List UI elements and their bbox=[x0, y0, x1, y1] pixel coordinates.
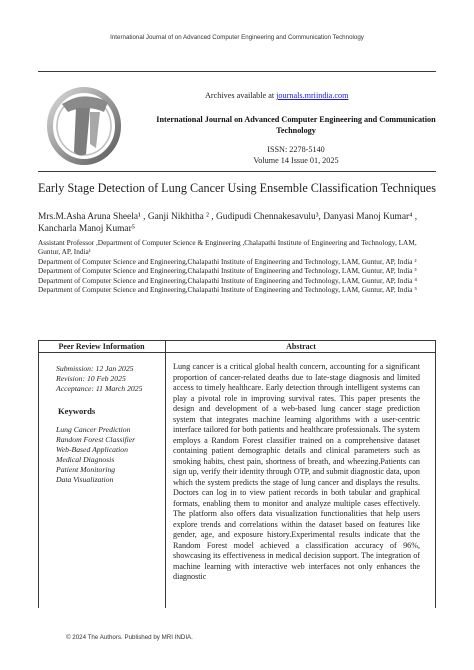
running-head: International Journal of on Advanced Computer Engineering and Communication Technology bbox=[110, 34, 364, 41]
archives-link[interactable]: journals.mriindia.com bbox=[276, 91, 349, 100]
keyword-item: Patient Monitoring bbox=[56, 465, 116, 474]
copyright-footer: © 2024 The Authors. Published by MRI INDIA. bbox=[66, 634, 193, 641]
author-list: Mrs.M.Asha Aruna Sheela¹ , Ganji Nikhitha ² , Gudipudi Chennakesavulu³, Danyasi Manoj Kumar⁴ , Kancharla Manoj Kumar⁵ bbox=[38, 212, 418, 234]
affiliations bbox=[38, 238, 440, 294]
table-header-rule bbox=[38, 352, 436, 353]
journal-title: International Journal on Advanced Computer Engineering and Communication Technology bbox=[156, 115, 436, 135]
issn-block bbox=[150, 144, 442, 166]
keywords-heading: Keywords bbox=[58, 406, 96, 416]
submission-date: Submission: 12 Jan 2025 bbox=[56, 364, 134, 373]
archives-prefix: Archives available at bbox=[205, 91, 277, 100]
masthead-rule bbox=[38, 171, 436, 172]
keyword-item: Web-Based Application bbox=[56, 445, 128, 454]
volume-issue: Volume 14 Issue 01, 2025 bbox=[253, 156, 339, 165]
peer-review-info bbox=[56, 364, 164, 485]
affiliation-2: Department of Computer Science and Engineering,Chalapathi Institute of Engineering and Technology, LAM, Guntur, AP, India ² bbox=[38, 256, 417, 266]
affiliation-1: Assistant Professor ,Department of Computer Science & Engineering ,Chalapathi Institute of Engineering and Technology, LAM, Guntur, AP, India¹ bbox=[38, 238, 417, 257]
affiliation-4: Department of Computer Science and Engineering,Chalapathi Institute of Engineering and Technology, LAM, Guntur, AP, India ⁴ bbox=[38, 275, 417, 285]
acceptance-date: Acceptance: 11 March 2025 bbox=[56, 384, 143, 393]
revision-date: Revision: 10 Feb 2025 bbox=[56, 374, 126, 383]
table-divider bbox=[165, 340, 166, 608]
affiliation-5: Department of Computer Science and Engineering,Chalapathi Institute of Engineering and Technology, LAM, Guntur, AP, India ⁵ bbox=[38, 285, 417, 295]
issn: ISSN: 2278-5140 bbox=[267, 145, 325, 154]
paper-title: Early Stage Detection of Lung Cancer Using Ensemble Classification Techniques bbox=[38, 181, 436, 195]
archives-line bbox=[205, 91, 348, 100]
peer-review-heading: Peer Review Information bbox=[58, 342, 145, 351]
keyword-item: Data Visualization bbox=[56, 475, 114, 484]
abstract-heading: Abstract bbox=[286, 342, 316, 351]
keyword-item: Medical Diagnosis bbox=[56, 455, 115, 464]
keyword-item: Lung Cancer Prediction bbox=[56, 425, 131, 434]
keyword-item: Random Forest Classifier bbox=[56, 435, 136, 444]
journal-logo bbox=[46, 82, 122, 166]
header-rule bbox=[38, 71, 436, 72]
affiliation-3: Department of Computer Science and Engineering,Chalapathi Institute of Engineering and Technology, LAM, Guntur, AP, India ³ bbox=[38, 266, 417, 276]
abstract-text: Lung cancer is a critical global health concern, accounting for a significant proportion of cancer-related deaths due to late-stage diagnosis and limited access to timely healthcare. Early detection through intelligent systems can play a pivotal role in improving survival rates. This paper presents the design and development of a web-based lung cancer stage prediction system that integrates machine learning algorithms with a user-centric interface tailored for both patients and healthcare professionals. The system employs a Random Forest classifier trained on a comprehensive dataset containing patient demographic details and clinical parameters such as smoking habits, chest pain, shortness of breath, and wheezing.Patients can sign up, verify their identity through OTP, and submit diagnostic data, upon which the system predicts the stage of lung cancer and displays the results. Doctors can log in to view patient records in both tabular and graphical formats, enabling them to monitor and analyze multiple cases effectively. The platform also offers data visualization functionalities that help users explore trends and correlations within the dataset based on features like gender, age, and exposure history.Experimental results indicate that the Random Forest model achieved a classification accuracy of 96%, showcasing its effectiveness in medical decision support. The integration of machine learning with interactive web interfaces not only enhances the diagnostic bbox=[173, 362, 420, 581]
